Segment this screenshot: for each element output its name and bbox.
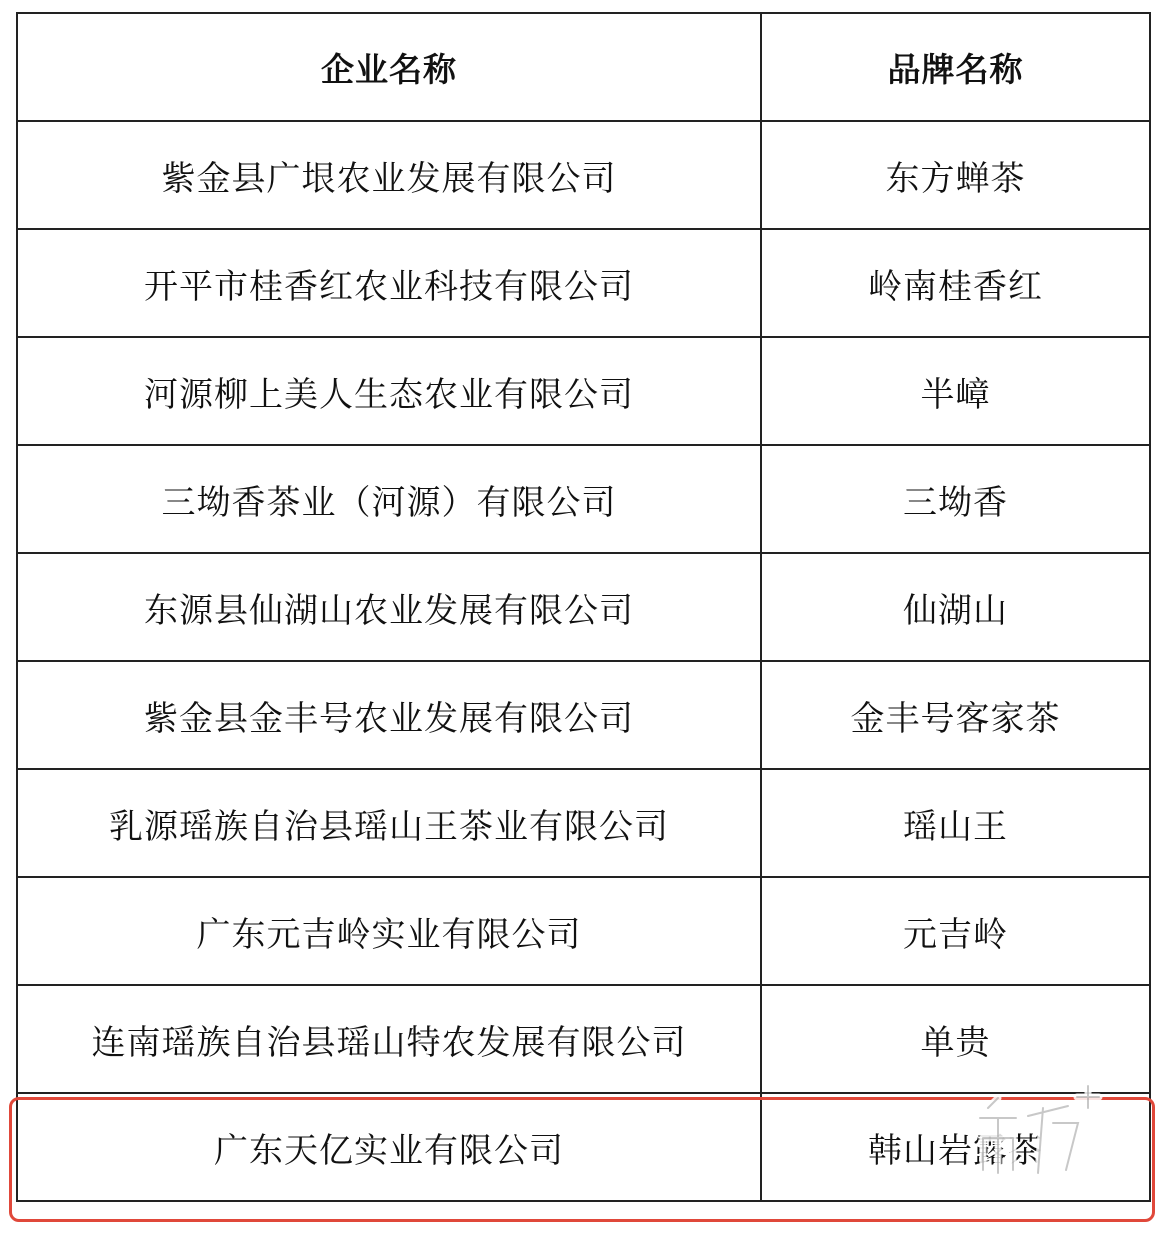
table-row [17,661,1150,769]
brand-name: 韩山岩露茶 [761,1093,1150,1201]
brand-name: 金丰号客家茶 [761,661,1150,769]
header-brand: 品牌名称 [761,13,1150,121]
brand-name: 东方蝉茶 [761,121,1150,229]
company-name: 河源柳上美人生态农业有限公司 [17,337,761,445]
header-company: 企业名称 [17,13,761,121]
company-name: 广东元吉岭实业有限公司 [17,877,761,985]
brand-name: 半嶂 [761,337,1150,445]
brand-name: 元吉岭 [761,877,1150,985]
brand-name: 单贵 [761,985,1150,1093]
table-row [17,229,1150,337]
table-header-row [17,13,1150,121]
brand-name: 瑶山王 [761,769,1150,877]
company-name: 连南瑶族自治县瑶山特农发展有限公司 [17,985,761,1093]
brand-name: 三坳香 [761,445,1150,553]
company-name: 三坳香茶业（河源）有限公司 [17,445,761,553]
table-row [17,769,1150,877]
table-row-highlighted [17,1093,1150,1201]
company-name: 东源县仙湖山农业发展有限公司 [17,553,761,661]
brand-table [16,12,1151,1202]
company-name: 广东天亿实业有限公司 [17,1093,761,1201]
company-name: 乳源瑶族自治县瑶山王茶业有限公司 [17,769,761,877]
company-name: 紫金县广垠农业发展有限公司 [17,121,761,229]
table-row [17,553,1150,661]
company-name: 紫金县金丰号农业发展有限公司 [17,661,761,769]
brand-name: 仙湖山 [761,553,1150,661]
table-row [17,985,1150,1093]
table-row [17,121,1150,229]
company-name: 开平市桂香红农业科技有限公司 [17,229,761,337]
table-row [17,445,1150,553]
table-row [17,877,1150,985]
brand-name: 岭南桂香红 [761,229,1150,337]
table-row [17,337,1150,445]
